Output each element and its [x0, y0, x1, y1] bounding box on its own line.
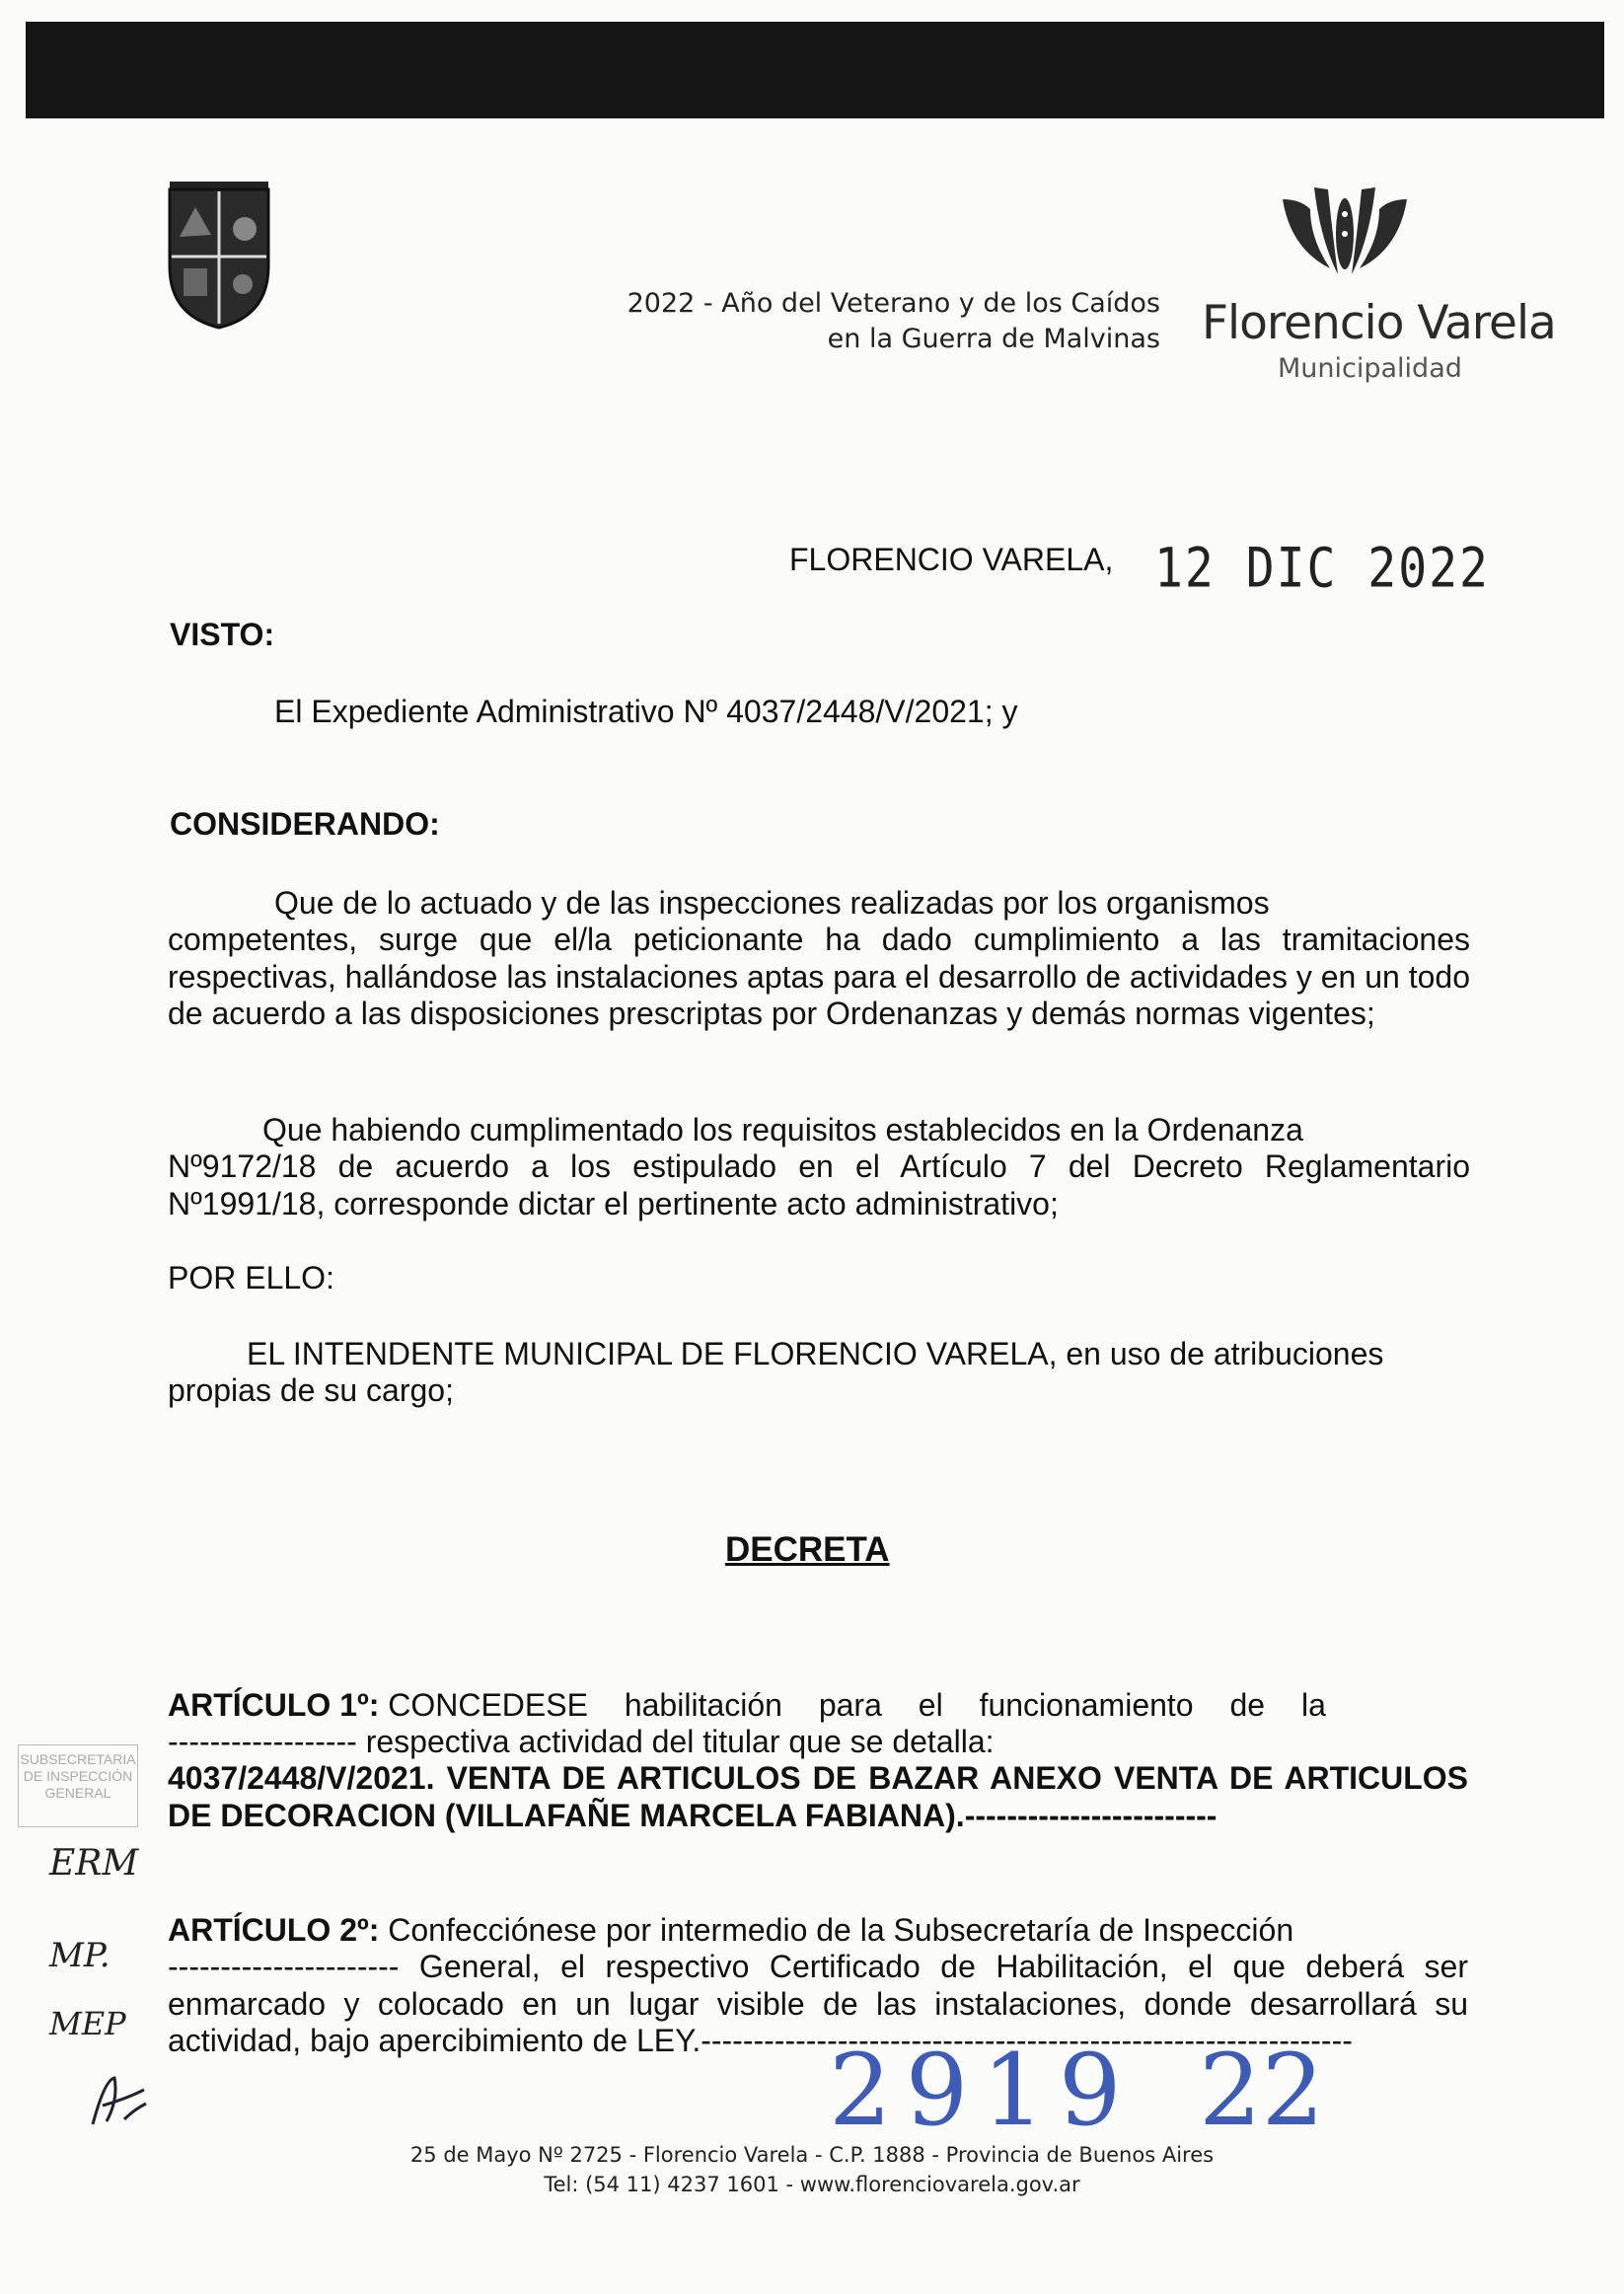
considerando-p1-first: Que de lo actuado y de las inspecciones realizadas por los organismos: [274, 885, 1270, 921]
article-1-cont: [168, 1724, 995, 1761]
handwritten-initials-3: MEP: [49, 2005, 126, 2042]
motto-line-1: 2022 - Año del Veterano y de los Caídos: [627, 288, 1160, 319]
article-2-dashes: ----------------------: [168, 1949, 400, 1984]
commemorative-motto: [627, 286, 1160, 357]
date-stamp: 12 DIC 2022: [1154, 536, 1490, 601]
footer-address: 25 de Mayo Nº 2725 - Florencio Varela - C.P. 1888 - Provincia de Buenos Aires: [409, 2143, 1215, 2167]
decree-number-stamp: 2919: [829, 2033, 1136, 2148]
article-1-cont-text: respectiva actividad del titular que se detalla:: [365, 1724, 995, 1759]
considerando-p2-first: Que habiendo cumplimentado los requisitos establecidos en la Ordenanza: [262, 1112, 1303, 1147]
handwritten-initials-1: ERM: [49, 1843, 139, 1884]
article-1-label: ARTÍCULO 1º:: [168, 1687, 380, 1723]
handwritten-initials-2: MP.: [49, 1936, 111, 1975]
por-ello-first: EL INTENDENTE MUNICIPAL DE FLORENCIO VARELA, en uso de atribuciones: [247, 1336, 1384, 1371]
por-ello-rest: propias de su cargo;: [168, 1372, 454, 1408]
article-1-dashes: ------------------: [168, 1724, 357, 1759]
signature-icon: [85, 2070, 154, 2131]
florencio-varela-logo-icon: [1281, 180, 1409, 280]
scan-top-bar: [26, 22, 1604, 118]
brand-name: Florencio Varela: [1202, 296, 1556, 350]
visto-text: El Expediente Administrativo Nº 4037/2448/V/2021; y: [274, 694, 1018, 729]
decreta-heading: DECRETA: [725, 1530, 890, 1569]
article-2-lead-text: Confecciónese por intermedio de la Subsecretaría de Inspección: [388, 1912, 1294, 1948]
article-1-lead-text: CONCEDESE habilitación para el funcionamiento de la: [388, 1687, 1326, 1723]
considerando-p2-rest: Nº9172/18 de acuerdo a los estipulado en el Artículo 7 del Decreto Reglamentario Nº1991/18, corresponde dictar el pertinente acto administrativo;: [168, 1148, 1470, 1221]
considerando-p1-rest: competentes, surge que el/la peticionante ha dado cumplimiento a las tramitaciones respectivas, hallándose las instalaciones aptas para el desarrollo de actividades y en un todo de acuerdo a las disposiciones prescriptas por Ordenanzas y demás normas vigentes;: [168, 922, 1470, 1031]
article-2-label: ARTÍCULO 2º:: [168, 1912, 380, 1948]
por-ello-heading: POR ELLO:: [168, 1260, 334, 1295]
municipal-crest-icon: [156, 178, 282, 335]
subsecretaria-stamp: SUBSECRETARIA DE INSPECCIÓN GENERAL: [18, 1744, 138, 1827]
article-1-activity: 4037/2448/V/2021. VENTA DE ARTICULOS DE BAZAR ANEXO VENTA DE ARTICULOS DE DECORACION (VILLAFAÑE MARCELA FABIANA).------------------------: [168, 1760, 1468, 1833]
article-1-lead: [168, 1687, 1450, 1725]
visto-heading: VISTO:: [170, 617, 275, 652]
article-2-cont-text: General, el respectivo Certificado de Habilitación, el que deberá ser enmarcado y colocado en un lugar visible de las instalaciones, donde desarrollará su actividad, bajo apercibimiento de LEY.--------------------------------------------------------------: [168, 1949, 1469, 2058]
motto-line-2: en la Guerra de Malvinas: [827, 324, 1160, 354]
considerando-heading: CONSIDERANDO:: [170, 806, 440, 842]
footer-contact: Tel: (54 11) 4237 1601 - www.florenciovarela.gov.ar: [544, 2173, 1080, 2196]
article-2-lead: [168, 1912, 1468, 1950]
brand-subtitle: Municipalidad: [1278, 353, 1462, 384]
place-label: FLORENCIO VARELA,: [789, 542, 1114, 577]
decree-year-stamp: 22: [1199, 2033, 1325, 2148]
